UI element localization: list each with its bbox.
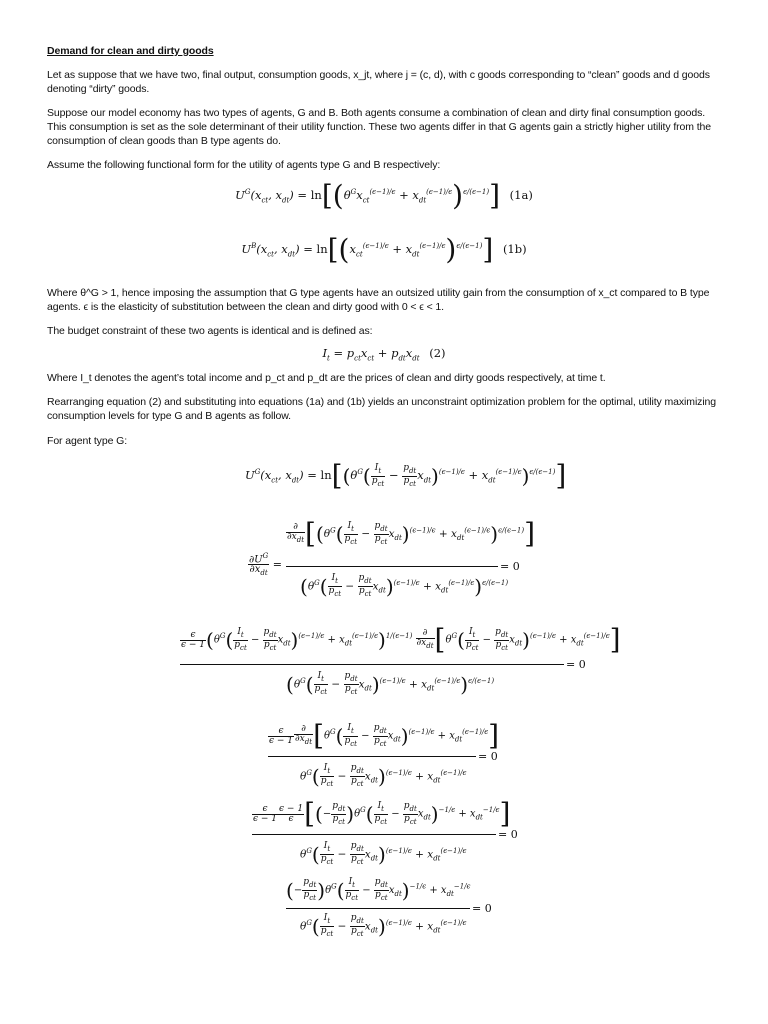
paragraph-income: Where I_t denotes the agent’s total income and p_ct and p_dt are the prices of clean and dirty goods respectively, at time t. xyxy=(47,372,606,384)
paragraph-utility-intro: Assume the following functional form for the utility of agents type G and B respectively: xyxy=(47,159,441,171)
derivation-step-5-denominator: $\theta^G$( $\frac{I_t}{p_{ct}}$ − $\frac{p_{dt}}{p_{ct}}$ $x_{dt})^{(\epsilon-1)/\epsilon} + x_{dt}^{(\epsilon-1)/\epsilon}$ xyxy=(300,841,467,867)
paragraph-agent-g: For agent type G: xyxy=(47,435,128,447)
equation-1b-label: (1b) xyxy=(502,242,527,256)
paragraph-budget-intro: The budget constraint of these two agents is identical and is defined as: xyxy=(47,325,373,337)
fraction-bar-6 xyxy=(286,908,470,909)
equals-zero-5: = 0 xyxy=(498,828,518,841)
derivation-step-2-numerator: $\frac{\partial}{\partial x_{dt}}$ [($\theta^G$( $\frac{I_t}{p_{ct}}$ − $\frac{p_{dt}}{p_{ct}}$ $x_{dt})^{(\epsilon-1)/\epsilon} + x_{dt}^{(\epsilon-1)/\epsilon})^{\epsilon/(\epsilon-1)}$] xyxy=(287,517,535,550)
paragraph-agents: Suppose our model economy has two types of agents, G and B. Both agents consume a combination of clean and dirty final consumption goods. This consumption is set as the sole determinant of their utility function. These two agents differ in that G agents gain a strictly higher utility from the consumption of clean goods than B type agents do. xyxy=(47,107,712,147)
equals-zero-6: = 0 xyxy=(472,902,492,915)
paragraph-goods: Let as suppose that we have two, final output, consumption goods, x_jt, where j = (c, d), with c goods corresponding to “clean” goods and d goods denoting “dirty” goods. xyxy=(47,69,710,95)
derivation-step-3-denominator: ($\theta^G$( $\frac{I_t}{p_{ct}}$ − $\frac{p_{dt}}{p_{ct}}$ $x_{dt})^{(\epsilon-1)/\epsilon} + x_{dt}^{(\epsilon-1)/\epsilon})^{\epsilon/(\epsilon-1)}$ xyxy=(286,671,495,697)
derivation-step-1: $U^G(x_{ct}$, $x_{dt}) = \ln[(\theta^G$( $\frac{I_t}{p_{ct}}$ − $\frac{p_{dt}}{p_{ct}}$ $x_{dt})^{(\epsilon-1)/\epsilon} + x_{dt}^{(\epsilon-1)/\epsilon})^{\epsilon/(\epsilon-1)}$] xyxy=(245,459,567,492)
derivation-step-3-numerator: $\frac{\epsilon}{\epsilon - 1}$ ($\theta^G$( $\frac{I_t}{p_{ct}}$ − $\frac{p_{dt}}{p_{ct}}$ $x_{dt})^{(\epsilon-1)/\epsilon} + x_{dt}^{(\epsilon-1)/\epsilon})^{1/(\epsilon-1)}$ $\frac{\partial}{\partial x_{dt}}$ [$\theta^G$( $\frac{I_t}{p_{ct}}$ − $\frac{p_{dt}}{p_{ct}}$ $x_{dt})^{(\epsilon-1)/\epsilon} + x_{dt}^{(\epsilon-1)/\epsilon}$] xyxy=(181,623,621,656)
equation-1a: $U^G(x_{ct}$, $x_{dt}) = \ln[(\theta^Gx_{ct}^{(\epsilon-1)/\epsilon} + x_{dt}^{(\epsilon-1)/\epsilon})^{\epsilon/(\epsilon-1)}]$ (1a) xyxy=(235,179,533,212)
derivation-step-6-denominator: $\theta^G$( $\frac{I_t}{p_{ct}}$ − $\frac{p_{dt}}{p_{ct}}$ $x_{dt})^{(\epsilon-1)/\epsilon} + x_{dt}^{(\epsilon-1)/\epsilon}$ xyxy=(300,913,467,939)
equals-zero-2: = 0 xyxy=(500,560,520,573)
fraction-bar-3 xyxy=(180,664,564,665)
equation-1b: $U^B(x_{ct}$, $x_{dt}) = \ln[(x_{ct}^{(\epsilon-1)/\epsilon} + x_{dt}^{(\epsilon-1)/\epsilon})^{\epsilon/(\epsilon-1)}]$ (1b) xyxy=(241,233,527,266)
derivation-step-2-denominator: ($\theta^G$( $\frac{I_t}{p_{ct}}$ − $\frac{p_{dt}}{p_{ct}}$ $x_{dt})^{(\epsilon-1)/\epsilon} + x_{dt}^{(\epsilon-1)/\epsilon})^{\epsilon/(\epsilon-1)}$ xyxy=(300,573,509,599)
paragraph-rearranging: Rearranging equation (2) and substituting into equations (1a) and (1b) yields an unconstraint optimization problem for the optimal, utility maximizing consumption levels for type G and B agents as follow. xyxy=(47,396,717,422)
fraction-bar-5 xyxy=(252,834,496,835)
derivation-step-5-numerator: $\frac{\epsilon}{\epsilon - 1}$ $\frac{\epsilon - 1}{\epsilon}$ [(− $\frac{p_{dt}}{p_{ct}}$ )$\theta^G$( $\frac{I_t}{p_{ct}}$ − $\frac{p_{dt}}{p_{ct}}$ $x_{dt})^{-1/\epsilon} + x_{dt}^{-1/\epsilon}$] xyxy=(253,797,511,830)
equation-1a-label: (1a) xyxy=(509,188,533,202)
fraction-bar-4 xyxy=(268,756,476,757)
equation-2-label: (2) xyxy=(429,346,446,360)
equals-zero-3: = 0 xyxy=(566,658,586,671)
equals-zero-4: = 0 xyxy=(478,750,498,763)
derivation-step-6-numerator: (− $\frac{p_{dt}}{p_{ct}}$ )$\theta^G$( $\frac{I_t}{p_{ct}}$ − $\frac{p_{dt}}{p_{ct}}$ $x_{dt})^{-1/\epsilon} + x_{dt}^{-1/\epsilon}$ xyxy=(286,877,471,903)
derivation-step-4-numerator: $\frac{\epsilon}{\epsilon - 1}$ $\frac{\partial}{\partial x_{dt}}$ [$\theta^G$( $\frac{I_t}{p_{ct}}$ − $\frac{p_{dt}}{p_{ct}}$ $x_{dt})^{(\epsilon-1)/\epsilon} + x_{dt}^{(\epsilon-1)/\epsilon}$] xyxy=(269,719,500,752)
fraction-bar-2 xyxy=(286,566,498,567)
equation-2: $I_t = p_{ct}x_{ct} + p_{dt}x_{dt}$ (2) xyxy=(322,346,446,363)
paragraph-theta: Where θ^G > 1, hence imposing the assumption that G type agents have an outsized utility gain from the consumption of x_ct compared to B type agents. ϵ is the elasticity of substitution between the clean and dirty good with 0 < ϵ < 1. xyxy=(47,287,710,313)
section-heading: Demand for clean and dirty goods xyxy=(47,45,214,57)
derivation-step-4-denominator: $\theta^G$( $\frac{I_t}{p_{ct}}$ − $\frac{p_{dt}}{p_{ct}}$ $x_{dt})^{(\epsilon-1)/\epsilon} + x_{dt}^{(\epsilon-1)/\epsilon}$ xyxy=(300,763,467,789)
derivation-step-2-lhs: $\frac{\partial U^G}{\partial x_{dt}}$ = xyxy=(249,552,282,578)
